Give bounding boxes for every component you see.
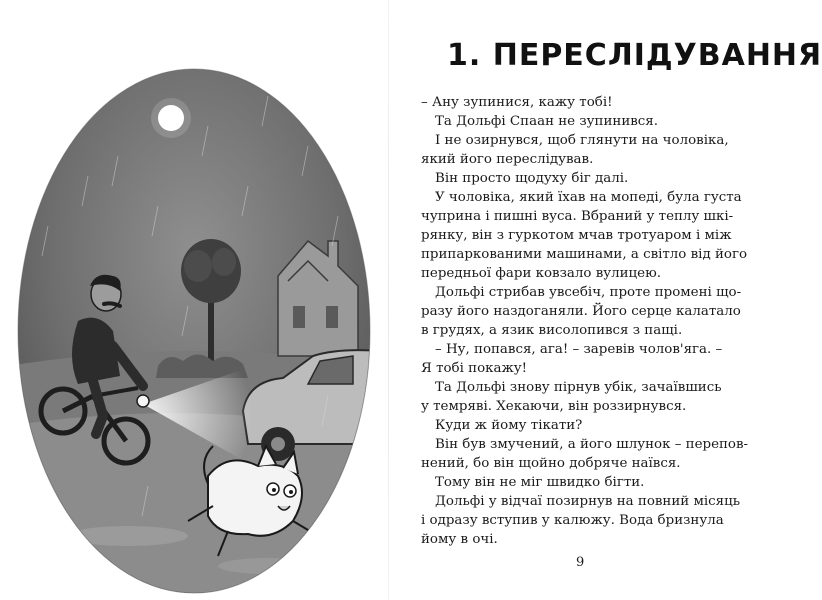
text-line: Та Дольфі Спаан не зупинився. <box>435 114 658 129</box>
text-line: У чоловіка, який їхав на мопеді, була густа <box>435 190 742 205</box>
text-line: – Ну, попався, ага! – заревів чолов'яга. – <box>435 342 723 357</box>
chase-illustration <box>8 66 380 596</box>
text-line: рянку, він з гуркотом мчав тротуаром і між <box>421 228 732 243</box>
text-line: Тому він не міг швидко бігти. <box>435 475 645 490</box>
text-line: припаркованими машинами, а світло від його <box>421 247 748 262</box>
page-number: 9 <box>576 555 585 570</box>
text-line: Дольфі у відчаї позирнув на повний місяць <box>435 494 740 509</box>
text-line: чуприна і пишні вуса. Вбраний у теплу шкі- <box>421 209 734 224</box>
text-line: Куди ж йому тікати? <box>435 418 583 433</box>
text-line: передньої фари ковзало вулицею. <box>421 266 662 281</box>
text-line: І не озирнувся, щоб глянути на чоловіка, <box>435 133 729 148</box>
text-line: Та Дольфі знову пірнув убік, зачаївшись <box>435 380 722 395</box>
text-line: – Ану зупинися, кажу тобі! <box>421 95 613 110</box>
text-line: Дольфі стрибав увсебіч, проте промені що- <box>435 285 742 300</box>
chapter-text <box>421 93 751 549</box>
text-line: нений, бо він щойно добряче наївся. <box>421 456 681 471</box>
text-line: йому в очі. <box>421 532 498 547</box>
chapter-title: 1. ПЕРЕСЛІДУВАННЯ <box>447 38 822 73</box>
text-line: і одразу вступив у калюжу. Вода бризнула <box>421 513 724 528</box>
text-line: який його переслідував. <box>421 152 594 167</box>
text-line: в грудях, а язик висолопився з пащі. <box>421 323 683 338</box>
text-line: Він був змучений, а його шлунок – перепов- <box>435 437 749 452</box>
text-line: Я тобі покажу! <box>421 361 528 376</box>
text-line: разу його наздоганяли. Його серце калатало <box>421 304 741 319</box>
text-line: Він просто щодуху біг далі. <box>435 171 629 186</box>
text-line: у темряві. Хекаючи, він роззирнувся. <box>421 399 687 414</box>
page-gutter <box>388 0 389 600</box>
